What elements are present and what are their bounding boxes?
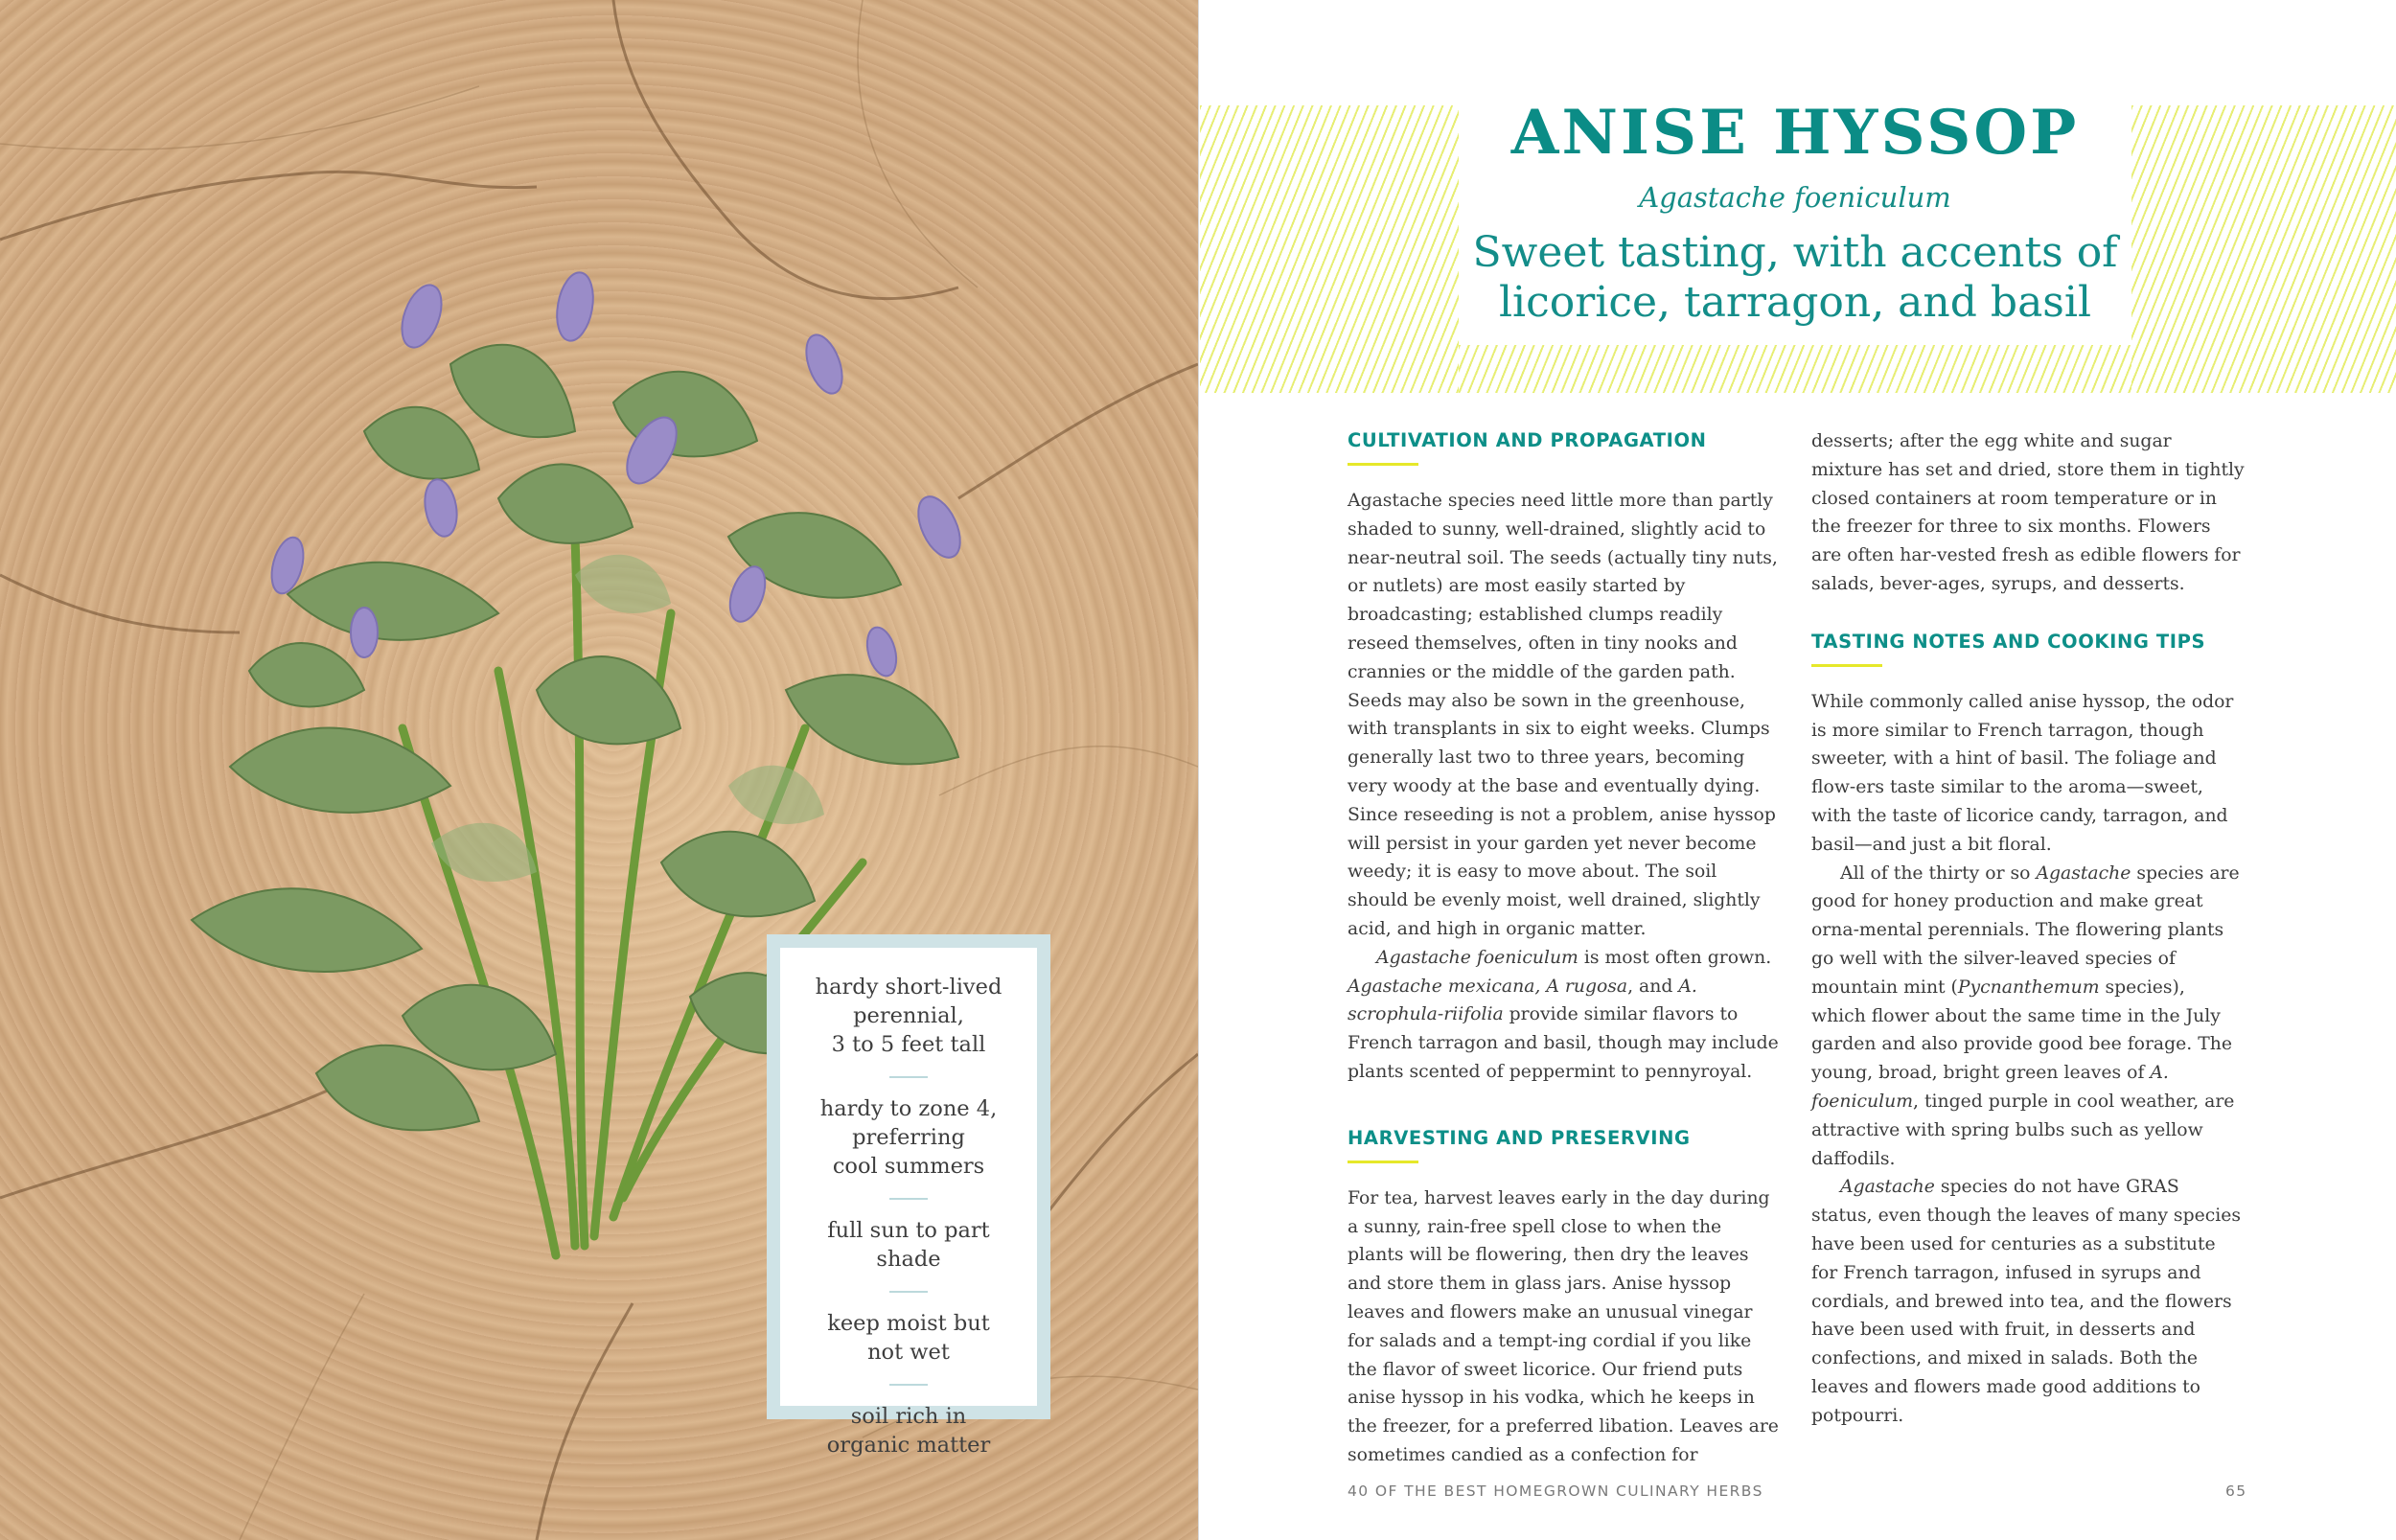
info-divider bbox=[889, 1291, 928, 1293]
page-spine bbox=[1198, 0, 1199, 1540]
hatch-pattern-right bbox=[2131, 105, 2396, 393]
text-column-2 bbox=[1811, 427, 2245, 1431]
heading-rule bbox=[1348, 1161, 1418, 1163]
info-divider bbox=[889, 1076, 928, 1078]
title-card bbox=[1459, 82, 2131, 345]
tasting-paragraph-1: While commonly called anise hyssop, the odor is more similar to French tarragon, though sweeter, with a hint of basil. The foliage and flow-ers taste similar to the aroma—sweet, with the taste of licorice candy, tarragon, and basil—and just a bit floral. bbox=[1811, 691, 2234, 855]
cultivation-paragraph-2: Agastache foeniculum is most often grown. Agastache mexicana, A rugosa, and A. scrophula-riifolia provide similar flavors to French tarragon and basil, though may include plants scented of peppermint to pennyroyal. bbox=[1348, 947, 1779, 1082]
footer-book-title: 40 OF THE BEST HOMEGROWN CULINARY HERBS bbox=[1348, 1483, 1763, 1500]
latin-name: Agastache foeniculum bbox=[1639, 181, 1951, 214]
tasting-paragraph-3: Agastache species do not have GRAS status, even though the leaves of many species have been used for centuries as a substitute for French tarragon, infused in syrups and cordials, and brewed into tea, and the flowers have been used with fruit, in desserts and confections, and mixed in salads. Both the leaves and flowers made good additions to potpourri. bbox=[1811, 1177, 2241, 1426]
flower-spikes bbox=[266, 269, 969, 678]
info-divider bbox=[889, 1198, 928, 1200]
tagline: Sweet tasting, with accents of licorice, tarragon, and basil bbox=[1472, 228, 2118, 327]
info-item-soil: soil rich in organic matter bbox=[826, 1404, 991, 1458]
page-title: ANISE HYSSOP bbox=[1510, 97, 2080, 169]
heading-cultivation: CULTIVATION AND PROPAGATION bbox=[1348, 429, 1707, 451]
heading-harvesting: HARVESTING AND PRESERVING bbox=[1348, 1126, 1691, 1149]
heading-rule bbox=[1348, 463, 1418, 466]
info-item-water: keep moist but not wet bbox=[827, 1311, 990, 1365]
info-divider bbox=[889, 1384, 928, 1386]
page-number: 65 bbox=[2225, 1483, 2247, 1500]
info-box bbox=[767, 934, 1050, 1458]
cultivation-paragraph-1: Agastache species need little more than partly shaded to sunny, well-drained, slightly acid to near-neutral soil. The seeds (actually tiny nuts, or nutlets) are most easily started by broadcasting; established clumps readily reseed themselves, often in tiny nooks and crannies or the middle of the garden path. Seeds may also be sown in the greenhouse, with transplants in six to eight weeks. Clumps generally last two to three years, becoming very woody at the base and eventually dying. Since reseeding is not a problem, anise hyssop will persist in your garden yet never become weedy; it is easy to move about. The soil should be evenly moist, well drained, slightly acid, and high in organic matter. bbox=[1348, 491, 1778, 939]
info-box-inner bbox=[780, 948, 1037, 1458]
info-item-sun: full sun to part shade bbox=[827, 1218, 990, 1272]
heading-rule bbox=[1811, 664, 1882, 667]
hatch-pattern-bottom bbox=[1459, 345, 2131, 393]
heading-tasting: TASTING NOTES AND COOKING TIPS bbox=[1811, 630, 2206, 653]
info-item-hardiness: hardy short-lived perennial, 3 to 5 feet tall bbox=[815, 975, 1002, 1057]
tasting-paragraph-2: All of the thirty or so Agastache species are good for honey production and make great orna-mental perennials. The flowering plants go well with the silver-leaved species of mountain mint (Pycnanthemum species), which flower about the same time in the July garden and also provide good bee forage. The young, broad, bright green leaves of A. foeniculum, tinged purple in cool weather, are attractive with spring bulbs such as yellow daffodils. bbox=[1811, 862, 2240, 1169]
harvesting-paragraph-continued: desserts; after the egg white and sugar mixture has set and dried, store them in tightly closed containers at room temperature or in the freezer for three to six months. Flowers are often har-vested fresh as edible flowers for salads, bever-ages, syrups, and desserts. bbox=[1811, 431, 2245, 594]
harvesting-paragraph-1: For tea, harvest leaves early in the day during a sunny, rain-free spell close to when the plants will be flowering, then dry the leaves and store them in glass jars. Anise hyssop leaves and flowers make an unusual vinegar for salads and a tempt-ing cordial if you like the flavor of sweet licorice. Our friend puts anise hyssop in his vodka, which he keeps in the freezer, for a preferred libation. Leaves are sometimes candied as a confection for bbox=[1348, 1187, 1779, 1465]
hatch-pattern-left bbox=[1200, 105, 1459, 393]
text-column-1 bbox=[1348, 427, 1781, 1470]
info-item-zone: hardy to zone 4, preferring cool summers bbox=[819, 1096, 998, 1179]
